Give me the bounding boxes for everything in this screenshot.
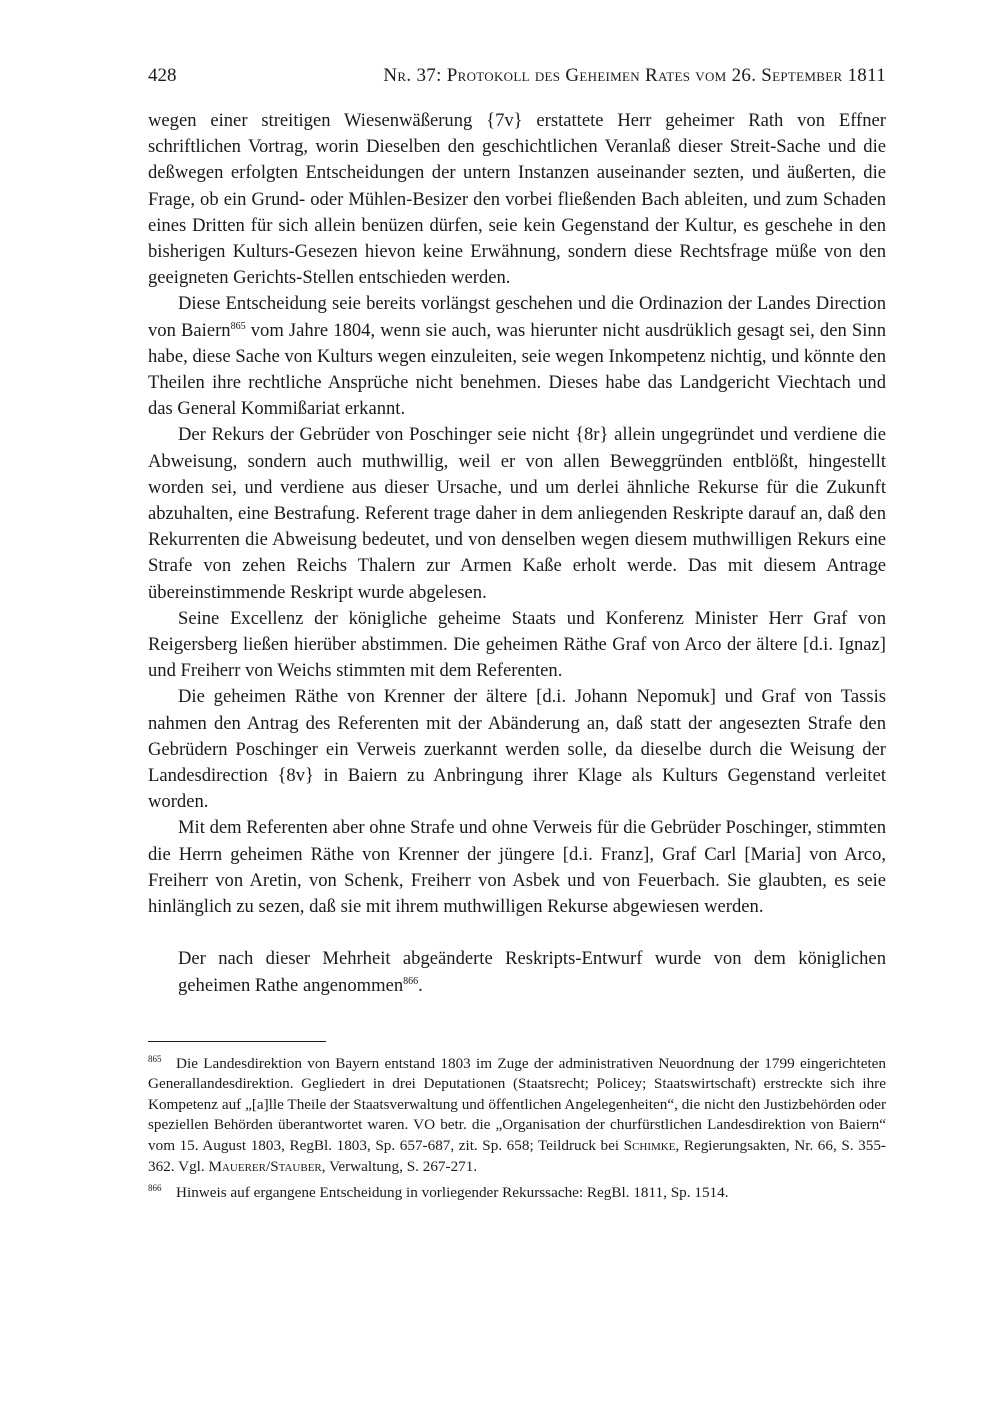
paragraph-text: . [418,974,423,996]
paragraph: Der Rekurs der Gebrüder von Poschinger seie nicht {8r} allein ungegründet und verdiene die Abweisung, sondern auch muthwillig, weil er von allen Beweggründen entblößt, hingestellt worden sei, und verdiene aus dieser Ursache, und um derlei ähnliche Rekurse für die Zukunft abzuhalten, eine Bestrafung. Referent trage daher in dem anliegenden Reskripte darauf an, daß den Rekurrenten die Abweisung bedeutet, und von denselben wegen diesem muthwilligen Rekurs eine Strafe von zehen Reichs Thalern zur Armen Kaße erholt werde. Das mit diesem Antrage übereinstimmende Reskript wurde abgelesen. [148,424,886,603]
footnote-reference[interactable]: 865 [230,320,246,332]
paragraph: Die geheimen Räthe von Krenner der ältere [d.i. Johann Nepomuk] und Graf von Tassis nahmen den Antrag des Referenten mit der Abänderung an, daß statt der angesezten Strafe den Gebrüdern Poschinger ein Verweis zuerkannt werden solle, da dieselbe durch die Weisung der Landesdirection {8v} in Baiern zu Anbringung ihrer Klage als Kulturs Gegenstand verleitet worden. [148,686,886,813]
footnotes [148,1054,886,1204]
footnote-author: Mauerer/Stauber [208,1157,322,1175]
footnote-865: 865 Die Landesdirektion von Bayern entstand 1803 im Zuge der administrativen Neuordnung der 1799 eingerichteten Generallandesdirektion. Gegliedert in drei Deputationen (Staatsrecht; Policey; Staatswirtschaft) erstreckte sich ihre Kompetenz auf „[a]lle Theile der Staatsverwaltung und öffentlichen Angelegenheiten“, die nicht den Justizbehörden oder speziellen Behörden überantwortet waren. VO betr. die „Organisation der churfürstlichen Landesdirektion von Baiern“ vom 15. August 1803, RegBl. 1803, Sp. 657-687, zit. Sp. 658; Teildruck bei Schimke, Regierungsakten, Nr. 66, S. 355-362. Vgl. Mauerer/Stauber, Verwaltung, S. 267-271. [148,1053,886,1175]
body-text [148,108,886,999]
paragraph-text: vom Jahre 1804, wenn sie auch, was hierunter nicht ausdrüklich gesagt sei, den Sinn habe, diese Sache von Kulturs wegen einzuleiten, seie wegen Inkompetenz nichtig, und könnte den Theilen ihre rechtliche Ansprüche nicht benehmen. Dieses habe das Landgericht Viechtach und das General Kommißariat erkannt. [148,319,886,420]
running-title: Nr. 37: Protokoll des Geheimen Rates vom 26. September 1811 [383,65,886,86]
footnote-author: Schimke [623,1137,676,1155]
footnote-866: 866 Hinweis auf ergangene Entscheidung in vorliegender Rekurssache: RegBl. 1811, Sp. 1514. [148,1183,729,1202]
document-page [148,62,886,1210]
footnote-text: , Verwaltung, S. 267-271. [321,1157,478,1175]
closing-paragraph [148,946,886,998]
footnote-text: Hinweis auf ergangene Entscheidung in vorliegender Rekurssache: RegBl. 1811, Sp. 1514. [176,1184,729,1202]
paragraph-text: Der nach dieser Mehrheit abgeänderte Reskripts-Entwurf wurde von dem königlichen geheimen Rathe angenommen [178,948,886,996]
footnote-text: Die Landesdirektion von Bayern entstand 1803 im Zuge der administrativen Neuordnung der 1799 eingerichteten Generallandesdirektion. Gegliedert in drei Deputationen (Staatsrecht; Policey; Staatswirtschaft) erstreckte sich ihre Kompetenz auf „[a]lle Theile der Staatsverwaltung und öffentlichen Angelegenheiten“, die nicht den Justizbehörden oder speziellen Behörden überantwortet waren. VO betr. die „Organisation der churfürstlichen Landesdirektion von Baiern“ vom 15. August 1803, RegBl. 1803, Sp. 657-687, zit. Sp. 658; Teildruck bei [148,1054,886,1155]
paragraph: Seine Excellenz der königliche geheime Staats und Konferenz Minister Herr Graf von Reigersberg ließen hierüber abstimmen. Die geheimen Räthe Graf von Arco der ältere [d.i. Ignaz] und Freiherr von Weichs stimmten mit dem Referenten. [148,607,886,682]
running-head [148,62,886,108]
footnote-reference[interactable]: 866 [403,975,419,987]
paragraph: wegen einer streitigen Wiesenwäßerung {7v} erstattete Herr geheimer Rath von Effner schriftlichen Vortrag, worin Dieselben den geschichtlichen Veranlaß dieser Streit-Sache und die deßwegen erfolgten Entscheidungen der untern Instanzen auseinander sezten, und äußerten, die Frage, ob ein Grund- oder Mühlen-Besizer den vorbei fließenden Bach ableiten, und zum Schaden eines Dritten für sich allein benüzen dürfen, seie kein Gegenstand der Kultur, es geschehe in den bisherigen Kulturs-Gesezen hievon keine Erwähnung, sondern diese Rechtsfrage müße von den geeigneten Gerichts-Stellen entschieden werden. [148,110,886,289]
paragraph [148,291,886,422]
page-number: 428 [148,65,177,86]
paragraph: Mit dem Referenten aber ohne Strafe und ohne Verweis für die Gebrüder Poschinger, stimmten die Herrn geheimen Räthe von Krenner der jüngere [d.i. Franz], Graf Carl [Maria] von Arco, Freiherr von Aretin, von Schenk, Freiherr von Asbek und von Feuerbach. Sie glaubten, es seie hinlänglich zu sezen, daß sie mit ihrem muthwilligen Rekurse abgewiesen werden. [148,817,886,918]
footnote-text: , Regierungsakten, Nr. 66, S. 355-362. Vgl. [148,1137,886,1175]
footnote-divider [148,1041,326,1042]
paragraph-text: Diese Entscheidung seie bereits vorlängst geschehen und die Ordinazion der Landes Direction von Baiern [148,293,886,341]
